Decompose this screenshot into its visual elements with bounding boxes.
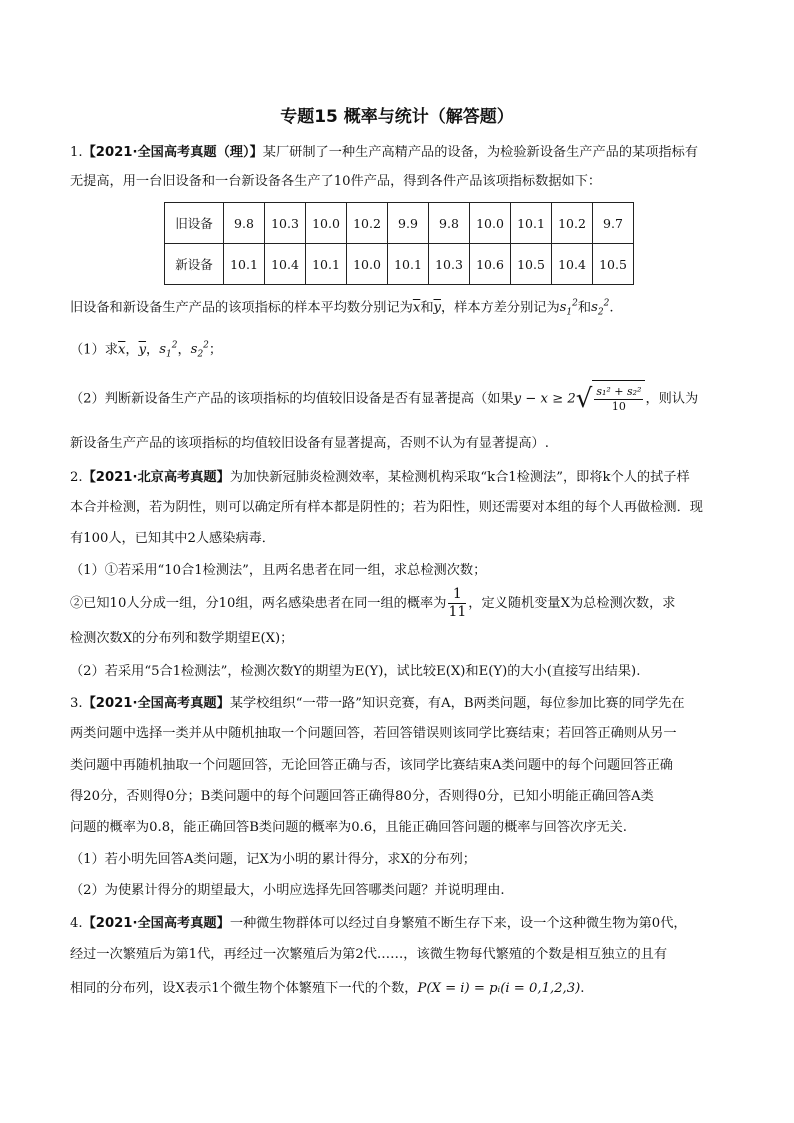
q3-line5: 问题的概率为0.8，能正确回答B类问题的概率为0.6，且能正确回答问题的概率与回答次序无关. bbox=[70, 820, 627, 835]
table-cell: 10.3 bbox=[429, 244, 470, 285]
q2-number: 2. bbox=[70, 470, 83, 485]
q2-text-1: 为加快新冠肺炎检测效率，某检测机构采取“k合1检测法”，即将k个人的拭子样 bbox=[229, 470, 690, 485]
row-header-old: 旧设备 bbox=[165, 203, 224, 244]
table-cell: 9.8 bbox=[224, 203, 265, 244]
table-cell: 10.5 bbox=[593, 244, 634, 285]
period: . bbox=[580, 981, 585, 996]
q2-part2: （2）若采用“5合1检测法”，检测次数Y的期望为E(Y)，试比较E(X)和E(Y)的大小(直接写出结果). bbox=[70, 664, 641, 679]
q1-text-3a: 旧设备和新设备生产产品的该项指标的样本平均数分别记为 bbox=[70, 300, 413, 316]
q1-text-3b: ，样本方差分别记为 bbox=[440, 300, 560, 316]
page-title: 专题15 概率与统计（解答题） bbox=[280, 107, 514, 127]
equipment-data-table bbox=[164, 202, 634, 285]
q2-line1 bbox=[70, 468, 738, 488]
q1-line3 bbox=[70, 294, 738, 323]
table-cell: 10.0 bbox=[306, 203, 347, 244]
row-header-new: 新设备 bbox=[165, 244, 224, 285]
q1-part1-label: （1）求 bbox=[70, 342, 118, 358]
table-cell: 9.8 bbox=[429, 203, 470, 244]
condition-formula: y − x ≥ 2 bbox=[513, 391, 576, 407]
q2-line2: 本合并检测，若为阴性，则可以确定所有样本都是阴性的；若为阳性，则还需要对本组的每个人再做检测．现 bbox=[70, 500, 703, 515]
q1-part2 bbox=[70, 380, 738, 416]
q1-text-1: 某厂研制了一种生产高精产品的设备，为检验新设备生产产品的某项指标有 bbox=[262, 145, 698, 160]
table-cell: 10.1 bbox=[306, 244, 347, 285]
q2-part1b-text-b: ，定义随机变量X为总检测次数，求 bbox=[468, 596, 676, 611]
period: . bbox=[609, 300, 614, 316]
q2-line3: 有100人，已知其中2人感染病毒． bbox=[70, 531, 275, 546]
s2-symbol: $s_2^2$ bbox=[190, 341, 209, 361]
q4-source: 【2021·全国高考真题】 bbox=[82, 916, 230, 931]
q3-line1 bbox=[70, 694, 738, 714]
q4-text-1: 一种微生物群体可以经过自身繁殖不断生存下来，设一个这种微生物为第0代， bbox=[229, 916, 687, 931]
q4-line3 bbox=[70, 979, 738, 999]
q2-source: 【2021·北京高考真题】 bbox=[82, 470, 230, 485]
q3-line3: 类问题中再随机抽取一个问题回答，无论回答正确与否，该同学比赛结束A类问题中的每个问题回答正确 bbox=[70, 758, 673, 773]
q2-part1b bbox=[70, 586, 738, 620]
table-cell: 10.1 bbox=[224, 244, 265, 285]
table-cell: 10.6 bbox=[470, 244, 511, 285]
y-bar-symbol: $\overline{y}$ bbox=[433, 300, 441, 316]
fraction-denominator: 11 bbox=[448, 604, 467, 620]
separator: ， bbox=[125, 342, 139, 358]
q4-line1 bbox=[70, 914, 738, 934]
fraction-numerator: s₁² + s₂² bbox=[596, 385, 642, 398]
q1-part2-text-b: ，则认为 bbox=[645, 391, 699, 407]
table-cell: 10.4 bbox=[552, 244, 593, 285]
table-cell: 10.2 bbox=[552, 203, 593, 244]
table-cell: 10.5 bbox=[511, 244, 552, 285]
q4-text-3: 相同的分布列，设X表示1个微生物个体繁殖下一代的个数， bbox=[70, 981, 418, 996]
sqrt-symbol: √ bbox=[575, 384, 593, 414]
q3-text-1: 某学校组织“一带一路”知识竞赛，有A，B两类问题，每位参加比赛的同学先在 bbox=[229, 696, 685, 711]
table-cell: 10.0 bbox=[347, 244, 388, 285]
table-cell: 9.7 bbox=[593, 203, 634, 244]
q1-line1 bbox=[70, 143, 738, 163]
separator: ， bbox=[146, 342, 160, 358]
q3-number: 3. bbox=[70, 696, 83, 711]
q1-source: 【2021·全国高考真题（理）】 bbox=[82, 145, 263, 160]
q1-part2-text: （2）判断新设备生产产品的该项指标的均值较旧设备是否有显著提高（如果 bbox=[70, 391, 514, 407]
q1-number: 1. bbox=[70, 145, 83, 160]
q4-number: 4. bbox=[70, 916, 83, 931]
x-bar-symbol: $\overline{x}$ bbox=[117, 342, 126, 358]
semicolon: ； bbox=[208, 342, 223, 358]
table-cell: 10.2 bbox=[347, 203, 388, 244]
q3-source: 【2021·全国高考真题】 bbox=[82, 696, 230, 711]
s1-symbol: $s_1^2$ bbox=[159, 341, 178, 361]
q1-part1 bbox=[70, 336, 738, 365]
q4-line2: 经过一次繁殖后为第1代，再经过一次繁殖后为第2代……，该微生物每代繁殖的个数是相互独立的且有 bbox=[70, 947, 668, 962]
table-row-new bbox=[165, 244, 634, 285]
q3-part2: （2）为使累计得分的期望最大，小明应选择先回答哪类问题？并说明理由. bbox=[70, 883, 505, 898]
table-cell: 9.9 bbox=[388, 203, 429, 244]
fraction-denominator: 10 bbox=[611, 400, 626, 413]
table-cell: 10.0 bbox=[470, 203, 511, 244]
y-bar-symbol: $\overline{y}$ bbox=[138, 342, 147, 358]
and-text: 和 bbox=[577, 300, 592, 316]
q3-part1: （1）若小明先回答A类问题，记X为小明的累计得分，求X的分布列； bbox=[70, 852, 476, 867]
s2-symbol: $s_2^2$ bbox=[591, 299, 610, 319]
q2-part1c: 检测次数X的分布列和数学期望E(X)； bbox=[70, 631, 294, 646]
separator: ， bbox=[177, 342, 191, 358]
s1-symbol: $s_1^2$ bbox=[559, 299, 578, 319]
sqrt-expression bbox=[576, 380, 646, 418]
table-cell: 10.3 bbox=[265, 203, 306, 244]
probability-formula: P(X = i) = pᵢ(i = 0,1,2,3) bbox=[417, 981, 581, 996]
q2-part1b-text: ②已知10人分成一组，分10组，两名感染患者在同一组的概率为 bbox=[70, 596, 447, 611]
table-cell: 10.1 bbox=[388, 244, 429, 285]
q1-part2-line2: 新设备生产产品的该项指标的均值较旧设备有显著提高，否则不认为有显著提高）. bbox=[70, 436, 549, 451]
fraction-numerator: 1 bbox=[448, 586, 466, 604]
q3-line2: 两类问题中选择一类并从中随机抽取一个问题回答，若回答错误则该同学比赛结束；若回答正确则从另一 bbox=[70, 726, 677, 741]
table-row-old bbox=[165, 203, 634, 244]
and-text: 和 bbox=[420, 300, 434, 316]
q3-line4: 得20分，否则得0分；B类问题中的每个问题回答正确得80分，否则得0分，已知小明能正确回答A类 bbox=[70, 789, 654, 804]
table-cell: 10.4 bbox=[265, 244, 306, 285]
x-bar-symbol: $\overline{x}$ bbox=[412, 300, 421, 316]
q2-part1: （1）①若采用“10合1检测法”，且两名患者在同一组，求总检测次数； bbox=[70, 563, 487, 578]
table-cell: 10.1 bbox=[511, 203, 552, 244]
q1-line2: 无提高，用一台旧设备和一台新设备各生产了10件产品，得到各件产品该项指标数据如下： bbox=[70, 174, 602, 189]
